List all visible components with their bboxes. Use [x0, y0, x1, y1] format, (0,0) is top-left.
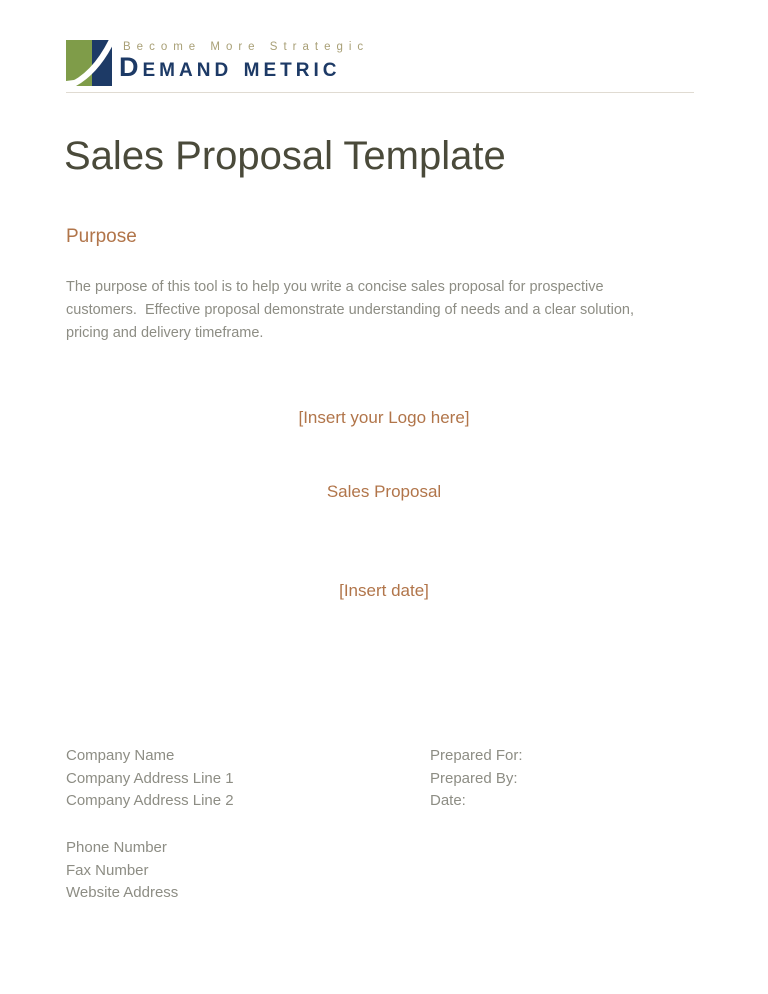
prepared-for-line: Prepared For:: [430, 747, 523, 764]
demand-metric-logo-icon: [66, 40, 112, 86]
date-line: Date:: [430, 792, 466, 809]
logo-placeholder-text: [Insert your Logo here]: [298, 408, 470, 427]
fax-number-line: Fax Number: [66, 861, 149, 879]
brand-tagline: Become More Strategic: [123, 41, 370, 53]
document-subtitle: Sales Proposal: [326, 482, 442, 501]
purpose-paragraph: [66, 276, 706, 345]
prepared-by-line: Prepared By:: [430, 769, 518, 787]
contact-info-block: [66, 837, 178, 905]
company-address-line-1: Company Address Line 1: [66, 769, 234, 787]
purpose-heading: Purpose: [66, 226, 137, 247]
website-address-line: Website Address: [66, 884, 179, 901]
prepared-info-block: [430, 745, 523, 813]
header-divider: [66, 92, 694, 93]
company-name-line: Company Name: [66, 747, 175, 764]
brand-name: Demand metric: [119, 52, 341, 82]
company-info-block: [66, 745, 234, 813]
brand-text-block: [119, 41, 369, 81]
phone-number-line: Phone Number: [66, 839, 167, 856]
page-title: Sales Proposal Template: [64, 134, 506, 178]
company-address-line-2: Company Address Line 2: [66, 792, 234, 809]
purpose-paragraph-line: pricing and delivery timeframe.: [66, 325, 264, 341]
purpose-paragraph-line: The purpose of this tool is to help you write a concise sales proposal for prospective: [66, 279, 604, 295]
purpose-paragraph-line: customers. Effective proposal demonstrate understanding of needs and a clear solution,: [66, 302, 634, 318]
brand-header: [66, 40, 369, 86]
date-placeholder-text: [Insert date]: [339, 581, 429, 600]
